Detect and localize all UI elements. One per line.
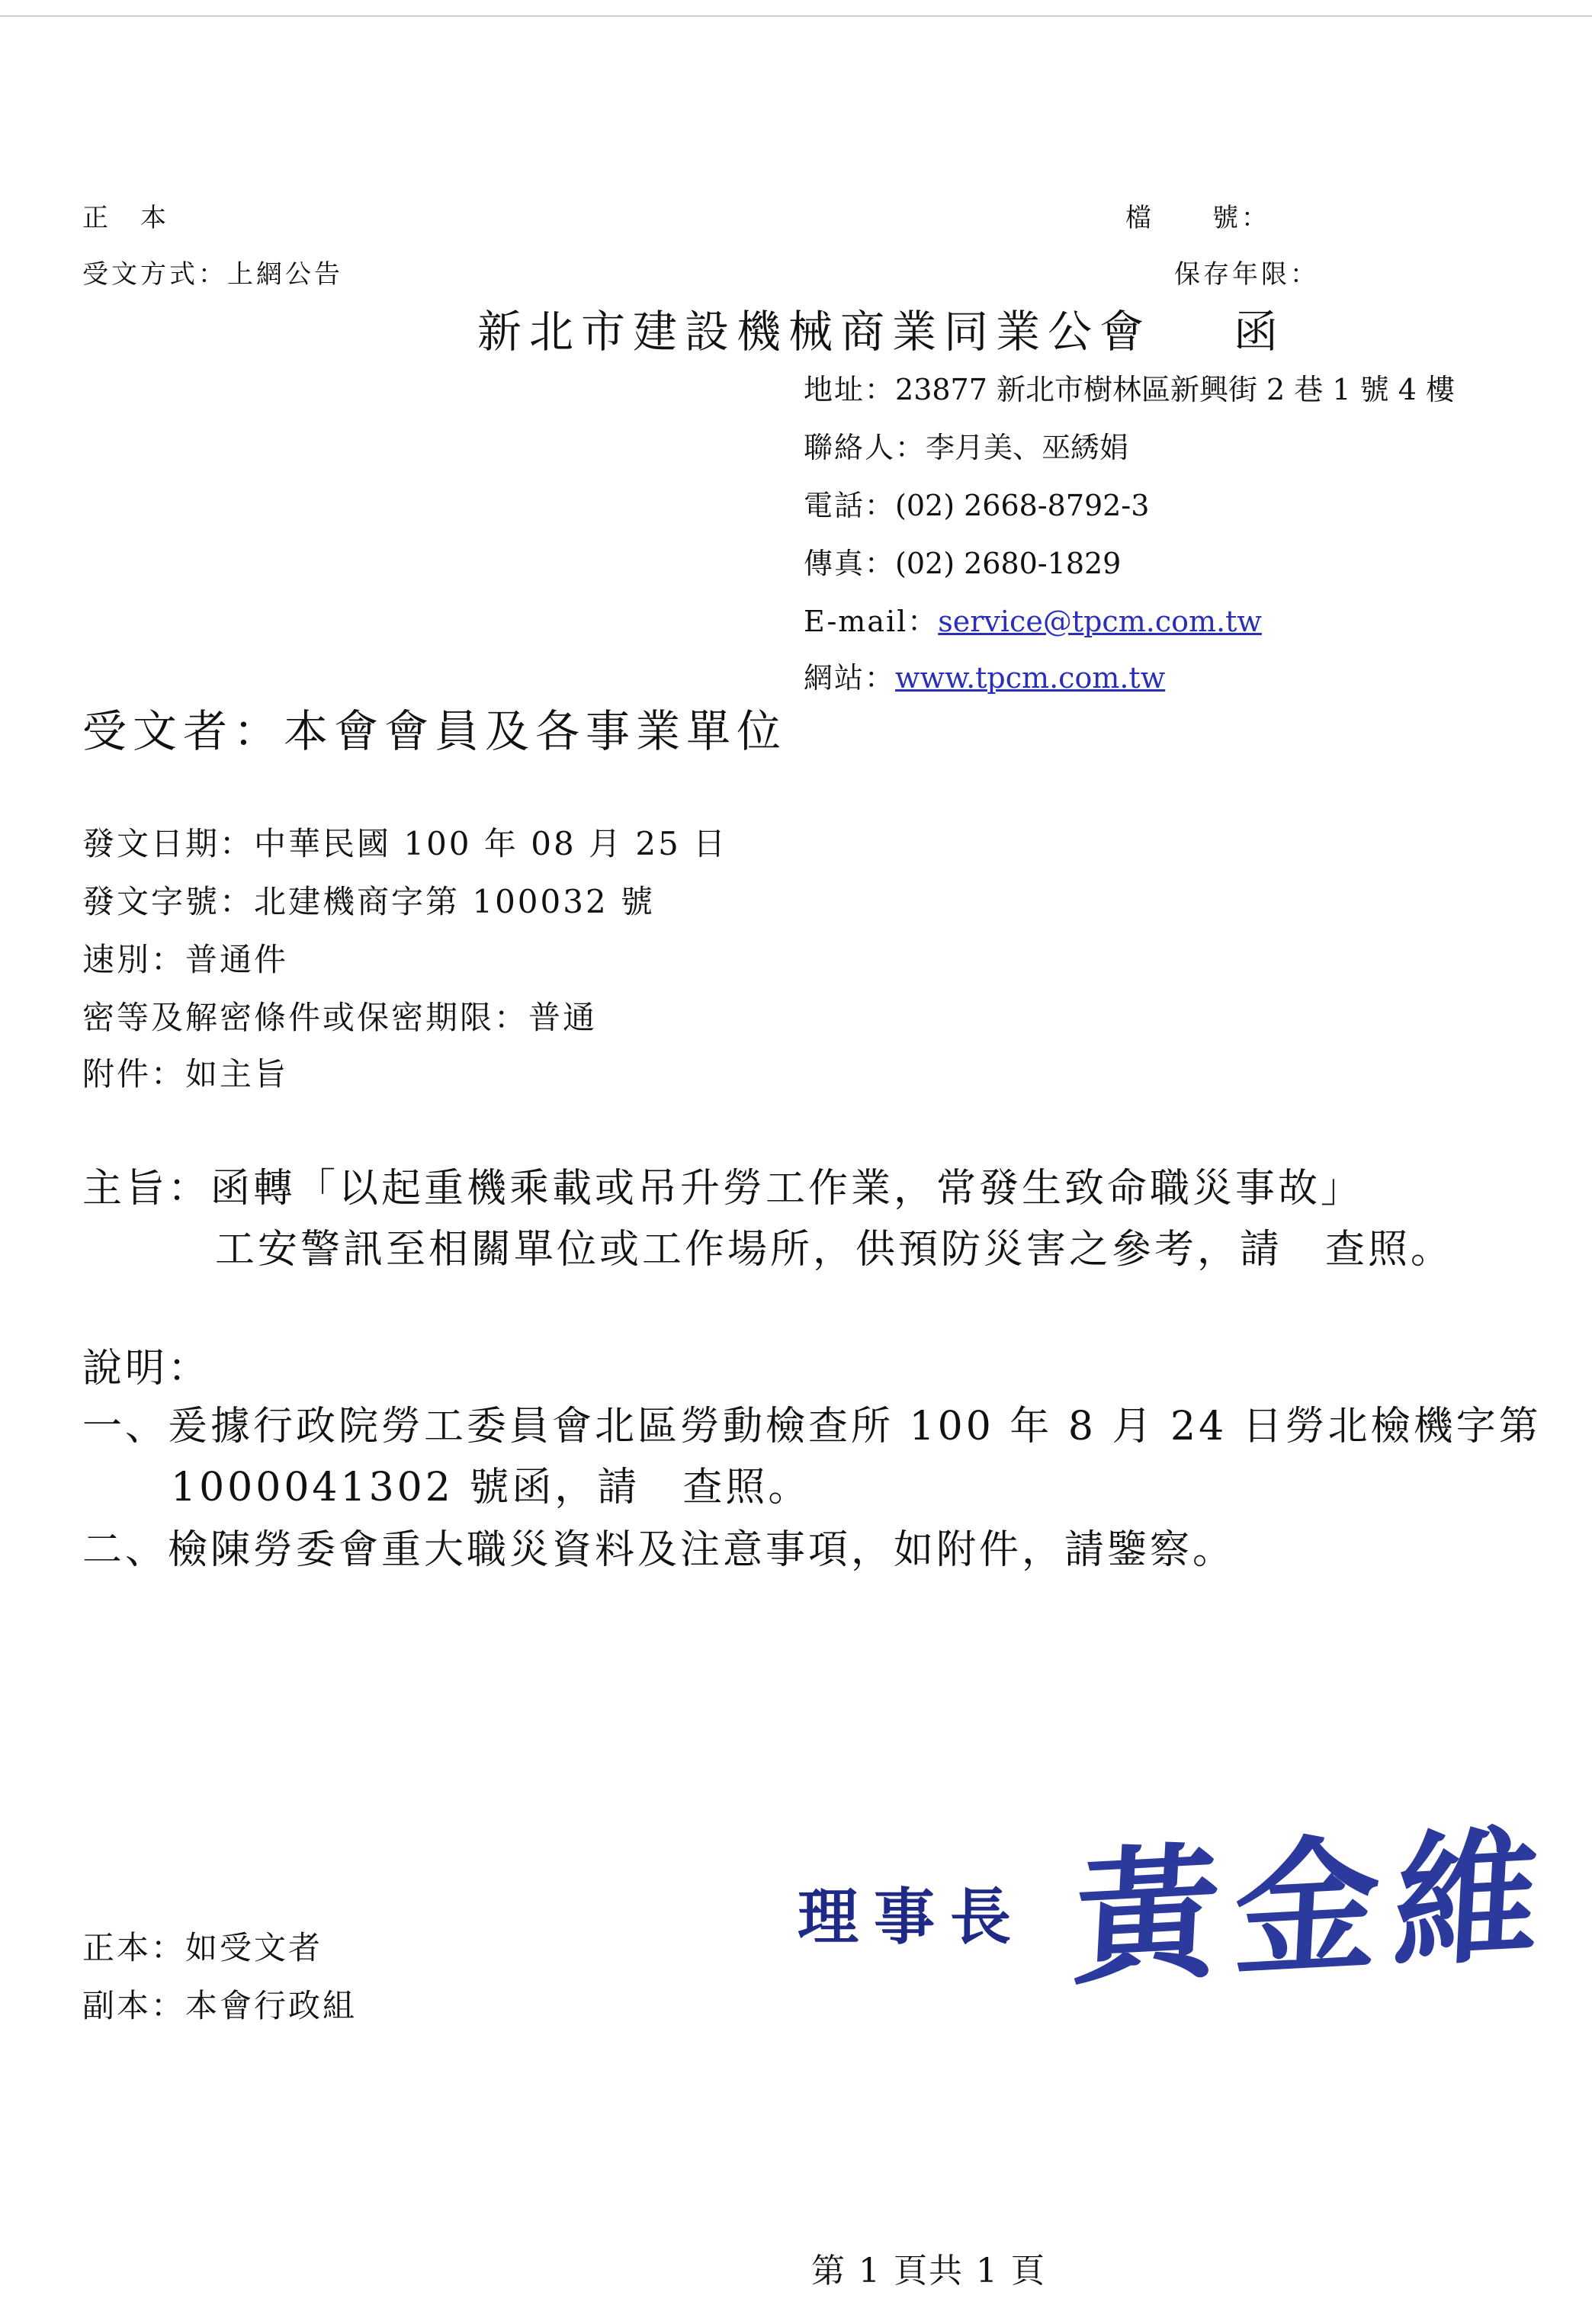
phone-value: (02) 2668-8792-3: [895, 489, 1150, 522]
receive-method: 受文方式：上網公告: [82, 259, 343, 290]
website-label: 網站：: [804, 661, 896, 695]
contact-phone: [804, 482, 1149, 524]
contact-person: [804, 424, 1128, 466]
subject-line-2: 工安警訊至相關單位或工作場所，供預防災害之參考，請 查照。: [215, 1227, 1454, 1273]
person-value: 李月美、巫綉娟: [926, 431, 1129, 464]
explanation-heading: 說明：: [82, 1346, 211, 1392]
original-recipients: 正本：如受文者: [82, 1929, 323, 1966]
address-value: 23877 新北市樹林區新興街 2 巷 1 號 4 樓: [895, 373, 1455, 406]
subject-line-1: 主旨：函轉「以起重機乘載或吊升勞工作業，常發生致命職災事故」: [82, 1166, 1364, 1212]
contact-website: [804, 654, 1165, 696]
address-label: 地址：: [804, 373, 896, 406]
explanation-item-1-line-1: 一、爰據行政院勞工委員會北區勞動檢查所 100 年 8 月 24 日勞北檢機字第: [82, 1404, 1542, 1449]
file-number-label: 檔 號：: [1125, 203, 1270, 233]
phone-label: 電話：: [804, 489, 896, 522]
contact-email: [804, 598, 1262, 640]
contact-fax: [804, 540, 1121, 582]
organization-title: 新北市建設機械商業同業公會: [477, 306, 1152, 358]
recipient: 受文者：本會會員及各事業單位: [82, 705, 788, 757]
fax-value: (02) 2680-1829: [895, 547, 1122, 580]
chairman-title: 理事長: [798, 1881, 1026, 1953]
email-label: E-mail：: [804, 605, 939, 638]
email-link[interactable]: service@tpcm.com.tw: [938, 605, 1262, 638]
attachment-note: 附件：如主旨: [82, 1055, 289, 1093]
chairman-signature: 黃金維: [1070, 1809, 1559, 2006]
explanation-item-1-line-2: 1000041302 號函，請 查照。: [171, 1465, 811, 1510]
document-number: 發文字號：北建機商字第 100032 號: [82, 883, 656, 920]
scan-edge-line: [0, 15, 1592, 17]
contact-address: [804, 366, 1455, 408]
explanation-item-2: 二、檢陳勞委會重大職災資料及注意事項，如附件，請鑒察。: [82, 1527, 1236, 1573]
retention-period-label: 保存年限：: [1174, 259, 1319, 290]
website-link[interactable]: www.tpcm.com.tw: [895, 661, 1166, 695]
delivery-speed: 速別：普通件: [82, 941, 289, 978]
fax-label: 傳真：: [804, 547, 896, 580]
secrecy-level: 密等及解密條件或保密期限：普通: [82, 999, 598, 1036]
document-type: 函: [1234, 306, 1279, 358]
issue-date: 發文日期：中華民國 100 年 08 月 25 日: [82, 825, 728, 862]
person-label: 聯絡人：: [804, 431, 926, 464]
page-number: 第 1 頁共 1 頁: [811, 2252, 1046, 2290]
copy-recipients: 副本：本會行政組: [82, 1987, 358, 2024]
copy-type-label: 正 本: [82, 203, 169, 233]
